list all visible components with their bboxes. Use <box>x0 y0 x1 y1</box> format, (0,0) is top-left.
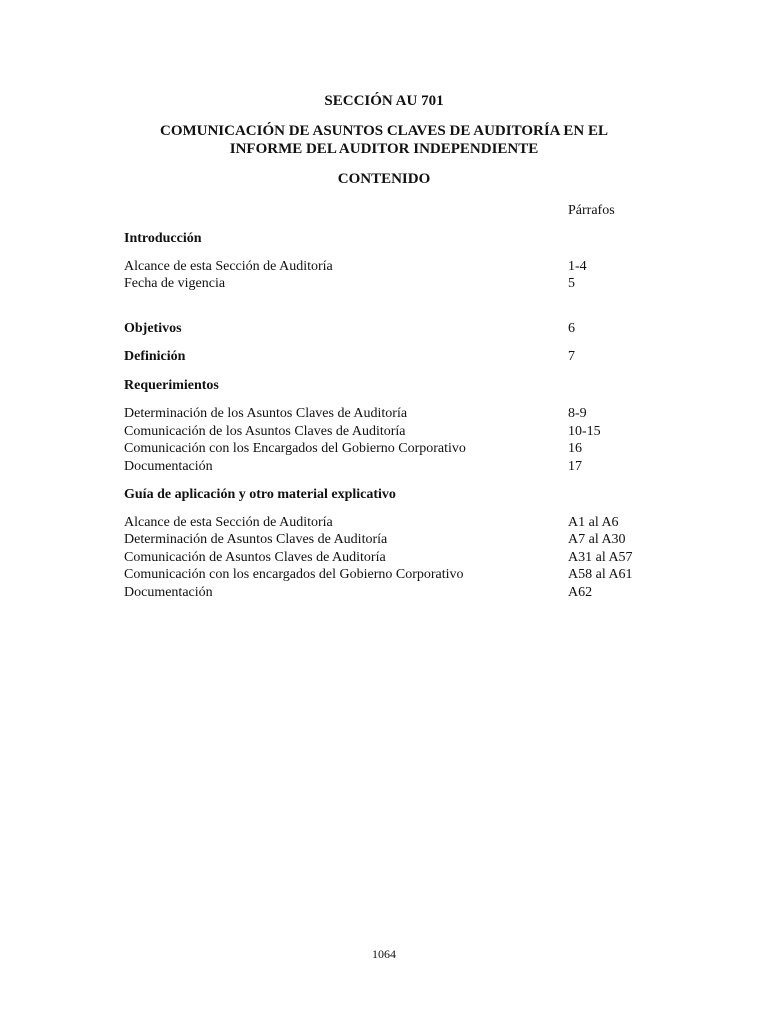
toc-entry-label: Documentación <box>124 459 213 474</box>
toc-entry-ref: 7 <box>568 349 575 364</box>
paragraphs-column-header: Párrafos <box>568 203 615 218</box>
toc-entry-ref: 6 <box>568 321 575 336</box>
toc-heading-label: Requerimientos <box>124 378 219 393</box>
toc-entry-label: Comunicación de los Asuntos Claves de Auditoría <box>124 424 406 439</box>
toc-row <box>124 549 684 566</box>
toc-entry-ref: A62 <box>568 585 593 600</box>
toc-row <box>124 423 684 440</box>
toc-row <box>124 405 684 422</box>
toc-entry-ref: 1-4 <box>568 259 587 274</box>
toc-entry-ref: 16 <box>568 441 582 456</box>
toc-entry-ref: A7 al A30 <box>568 532 626 547</box>
toc-row <box>124 531 684 548</box>
toc-heading-requerimientos <box>124 377 684 394</box>
toc-heading-guia <box>124 486 684 503</box>
toc-row <box>124 584 684 601</box>
toc-entry-ref: 17 <box>568 459 582 474</box>
toc-entry-label: Alcance de esta Sección de Auditoría <box>124 259 333 274</box>
toc-entry-ref: 5 <box>568 276 575 291</box>
toc-row <box>124 275 684 292</box>
toc-heading-label: Introducción <box>124 231 202 246</box>
section-title: SECCIÓN AU 701 <box>324 93 444 109</box>
toc-entry-label: Documentación <box>124 585 213 600</box>
toc-heading-label: Definición <box>124 349 186 364</box>
toc-entry-ref: 10-15 <box>568 424 601 439</box>
toc-heading-objetivos <box>124 320 684 337</box>
toc-heading-definicion <box>124 348 684 365</box>
toc-entry-label: Alcance de esta Sección de Auditoría <box>124 515 333 530</box>
toc-row <box>124 258 684 275</box>
toc-heading-label: Guía de aplicación y otro material explicativo <box>124 487 396 502</box>
document-title <box>0 122 768 158</box>
document-title-line-2: INFORME DEL AUDITOR INDEPENDIENTE <box>229 141 539 157</box>
toc-entry-ref: A58 al A61 <box>568 567 633 582</box>
contents-heading: CONTENIDO <box>337 171 431 187</box>
toc-row <box>124 458 684 475</box>
toc-entry-label: Comunicación con los Encargados del Gobierno Corporativo <box>124 441 466 456</box>
toc-entry-ref: A31 al A57 <box>568 550 633 565</box>
toc-heading-introduccion <box>124 230 684 247</box>
toc-row <box>124 566 684 583</box>
page-number: 1064 <box>372 947 396 961</box>
toc-entry-ref: A1 al A6 <box>568 515 619 530</box>
document-title-line-1: COMUNICACIÓN DE ASUNTOS CLAVES DE AUDITORÍA EN EL <box>159 123 609 139</box>
toc-row <box>124 440 684 457</box>
toc-heading-label: Objetivos <box>124 321 182 336</box>
toc-entry-label: Fecha de vigencia <box>124 276 226 291</box>
toc-row <box>124 514 684 531</box>
toc-entry-ref: 8-9 <box>568 406 587 421</box>
toc-entry-label: Determinación de los Asuntos Claves de Auditoría <box>124 406 408 421</box>
toc-entry-label: Comunicación con los encargados del Gobierno Corporativo <box>124 567 464 582</box>
toc-entry-label: Determinación de Asuntos Claves de Auditoría <box>124 532 388 547</box>
toc-entry-label: Comunicación de Asuntos Claves de Auditoría <box>124 550 386 565</box>
